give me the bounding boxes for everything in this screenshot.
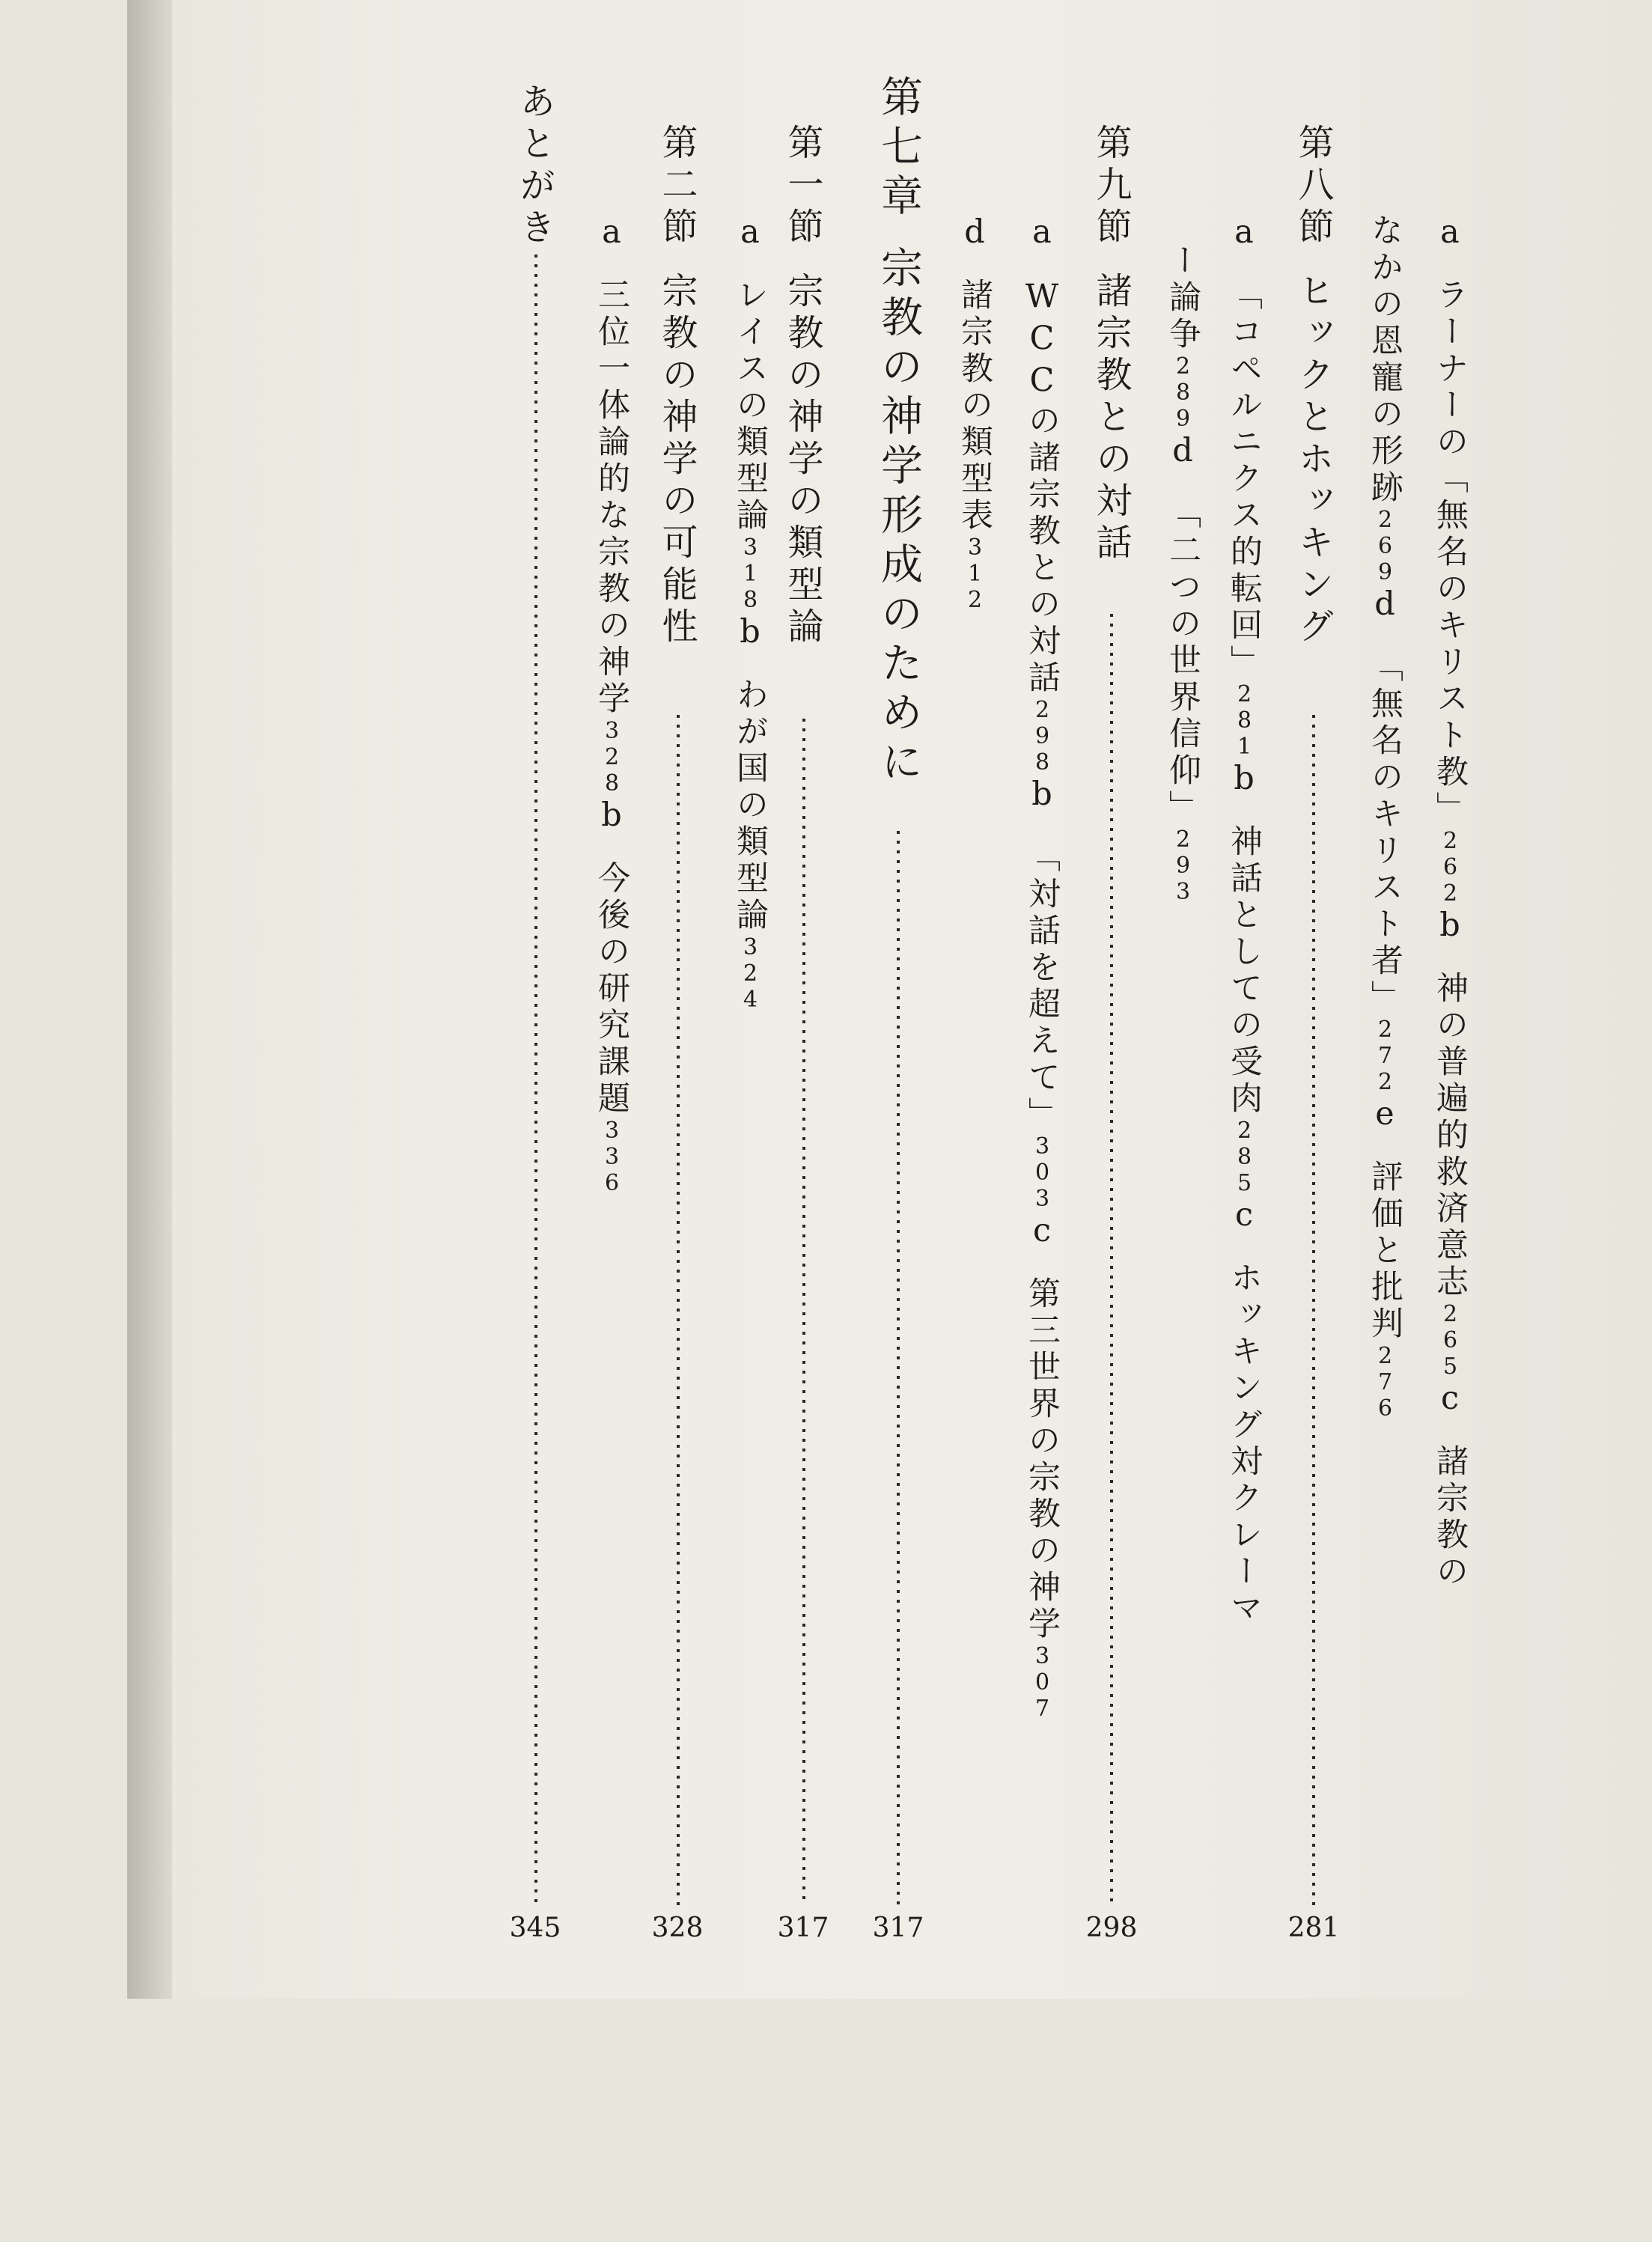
table-of-contents xyxy=(127,0,1652,1999)
page-number: 269 xyxy=(1372,507,1398,585)
item-mark: b xyxy=(593,796,630,838)
page-number: 307 xyxy=(1029,1643,1055,1722)
item-mark: a xyxy=(1225,213,1263,255)
section-title: ヒックとホッキング xyxy=(1292,272,1334,649)
item-mark: c xyxy=(1023,1212,1061,1254)
section-title: 諸宗教との対話 xyxy=(1090,272,1132,565)
page-number: 328 xyxy=(599,718,625,796)
page-number: 281 xyxy=(1231,681,1258,760)
item-title: 評価と批判 xyxy=(1366,1160,1403,1343)
leader-dots xyxy=(802,719,805,1905)
item-title: 今後の研究課題 xyxy=(593,861,630,1118)
section-number: 第九節 xyxy=(1090,124,1132,249)
section-number: 第一節 xyxy=(781,124,823,249)
toc-entry-sec9-line1 xyxy=(1023,213,1061,2212)
item-title: 「対話を超えて」 xyxy=(1023,840,1061,1133)
leader-dots xyxy=(897,831,900,1905)
page-number: 336 xyxy=(599,1118,625,1196)
item-mark: d xyxy=(1366,585,1403,627)
chapter-number: 第七章 xyxy=(874,75,923,223)
page-number: 262 xyxy=(1437,828,1463,907)
page-number: 303 xyxy=(1029,1133,1055,1212)
section-title: 宗教の神学の類型論 xyxy=(781,272,823,649)
item-title: 「無名のキリスト者」 xyxy=(1366,650,1403,1017)
page-number: 298 xyxy=(1085,1913,1138,1943)
item-title: 「コペルニクス的転回」 xyxy=(1225,278,1263,681)
leader-dots xyxy=(1110,614,1113,1905)
leader-dots xyxy=(677,715,680,1905)
item-mark: a xyxy=(593,213,630,255)
page-number: 328 xyxy=(651,1913,704,1943)
item-mark: d xyxy=(956,213,993,255)
leader-dots xyxy=(534,255,537,1905)
toc-entry-sec8-line2 xyxy=(1164,243,1201,2242)
chapter-title: 宗教の神学形成のために xyxy=(874,246,923,789)
item-mark: c xyxy=(1431,1380,1469,1422)
afterword-title: あとがき xyxy=(513,82,555,250)
item-mark: e xyxy=(1366,1095,1403,1137)
item-title: 諸宗教の xyxy=(1431,1444,1469,1591)
page-number: 293 xyxy=(1170,826,1196,905)
item-mark: a xyxy=(731,213,769,255)
page-number: 312 xyxy=(962,534,988,613)
toc-entry-rahner-line2 xyxy=(1366,213,1403,2212)
page-number: 276 xyxy=(1372,1343,1398,1422)
page-number: 317 xyxy=(872,1913,924,1943)
item-mark: c xyxy=(1225,1196,1263,1238)
page-number: 317 xyxy=(777,1913,829,1943)
item-mark: b xyxy=(1225,760,1263,802)
toc-entry-sec8-line1 xyxy=(1225,213,1263,2212)
toc-entry-rahner-line1 xyxy=(1431,213,1469,2212)
item-title: 第三世界の宗教の神学 xyxy=(1023,1276,1061,1643)
item-title: わが国の類型論 xyxy=(731,677,769,934)
item-title: レイスの類型論 xyxy=(731,278,769,534)
toc-entry-ch7-sec2-line1 xyxy=(593,213,630,2212)
page-number: 345 xyxy=(509,1913,561,1943)
page-number: 272 xyxy=(1372,1017,1398,1095)
item-title: 「二つの世界信仰」 xyxy=(1164,496,1201,826)
toc-entry-sec9-line2 xyxy=(956,213,993,2212)
item-mark: b xyxy=(731,613,769,655)
page-number: 281 xyxy=(1287,1913,1340,1943)
item-mark: b xyxy=(1431,907,1469,948)
page-number: 265 xyxy=(1437,1301,1463,1380)
page-number: 318 xyxy=(737,534,763,613)
item-title: 神話としての受肉 xyxy=(1225,824,1263,1118)
item-title: WCCの諸宗教との対話 xyxy=(1023,278,1061,697)
item-title: なかの恩寵の形跡 xyxy=(1366,213,1403,507)
item-title: ホッキング対クレーマ xyxy=(1225,1261,1263,1627)
section-number: 第二節 xyxy=(656,124,698,249)
page-number: 324 xyxy=(737,934,763,1013)
item-mark: a xyxy=(1431,213,1469,255)
leader-dots xyxy=(1312,715,1315,1905)
item-title: 三位一体論的な宗教の神学 xyxy=(593,278,630,718)
item-title: ラーナーの「無名のキリスト教」 xyxy=(1431,278,1469,828)
item-mark: a xyxy=(1023,213,1061,255)
item-mark: d xyxy=(1164,432,1201,474)
item-title: 諸宗教の類型表 xyxy=(956,278,993,534)
item-title: ー論争 xyxy=(1164,243,1201,353)
item-mark: b xyxy=(1023,776,1061,817)
page-number: 285 xyxy=(1231,1118,1258,1196)
item-title: 神の普遍的救済意志 xyxy=(1431,971,1469,1301)
section-title: 宗教の神学の可能性 xyxy=(656,272,698,649)
toc-entry-ch7-sec1-line1 xyxy=(731,213,769,2212)
page-number: 298 xyxy=(1029,697,1055,776)
section-number: 第八節 xyxy=(1292,124,1334,249)
page-number: 289 xyxy=(1170,353,1196,432)
